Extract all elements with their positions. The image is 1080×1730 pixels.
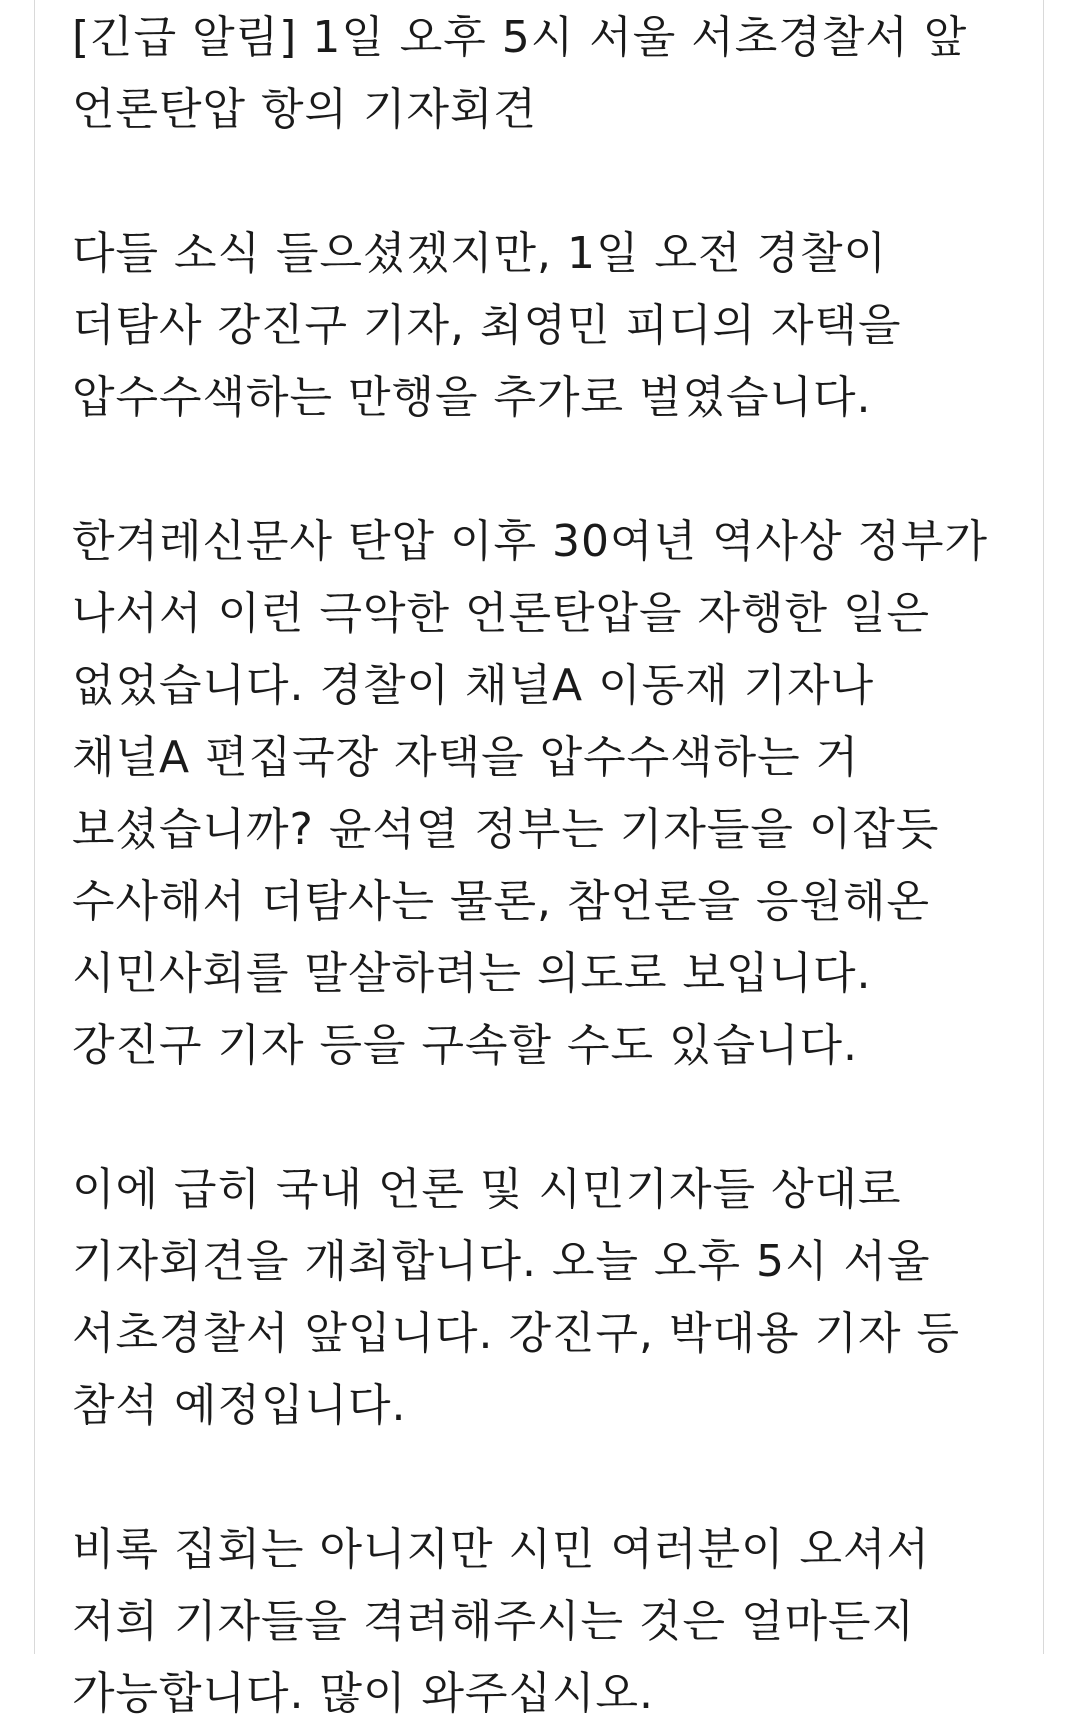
text-line: 압수수색하는 만행을 추가로 벌였습니다. xyxy=(72,372,872,423)
text-line: 한겨레신문사 탄압 이후 30여년 역사상 정부가 xyxy=(72,516,988,567)
paragraph-3 xyxy=(72,1154,1032,1442)
text-line: 없었습니다. 경찰이 채널A 이동재 기자나 xyxy=(72,660,875,711)
paragraph-4 xyxy=(72,1514,1032,1730)
post-body xyxy=(72,2,1032,1730)
text-line: 나서서 이런 극악한 언론탄압을 자행한 일은 xyxy=(72,588,931,639)
text-line: 보셨습니까? 윤석열 정부는 기자들을 이잡듯 xyxy=(72,804,940,855)
text-line: 강진구 기자 등을 구속할 수도 있습니다. xyxy=(72,1020,858,1071)
text-line: 참석 예정입니다. xyxy=(72,1380,407,1431)
text-line: 서초경찰서 앞입니다. 강진구, 박대용 기자 등 xyxy=(72,1308,960,1359)
paragraph-1 xyxy=(72,218,1032,434)
text-line: 수사해서 더탐사는 물론, 참언론을 응원해온 xyxy=(72,876,931,927)
text-line: 가능합니다. 많이 와주십시오. xyxy=(72,1668,654,1719)
text-line: 시민사회를 말살하려는 의도로 보입니다. xyxy=(72,948,872,999)
paragraph-2 xyxy=(72,506,1032,1082)
right-border xyxy=(1043,0,1044,1654)
title-line: 언론탄압 항의 기자회견 xyxy=(72,84,538,135)
paragraph-spacer xyxy=(72,146,1032,218)
paragraph-spacer xyxy=(72,434,1032,506)
text-line: 다들 소식 들으셨겠지만, 1일 오전 경찰이 xyxy=(72,228,887,279)
text-line: 비록 집회는 아니지만 시민 여러분이 오셔서 xyxy=(72,1524,931,1575)
left-border xyxy=(34,0,35,1654)
paragraph-spacer xyxy=(72,1442,1032,1514)
text-line: 기자회견을 개최합니다. 오늘 오후 5시 서울 xyxy=(72,1236,931,1287)
paragraph-spacer xyxy=(72,1082,1032,1154)
text-line: 저희 기자들을 격려해주시는 것은 얼마든지 xyxy=(72,1596,916,1647)
text-line: 채널A 편집국장 자택을 압수수색하는 거 xyxy=(72,732,860,783)
post-title xyxy=(72,2,1032,146)
title-line: [긴급 알림] 1일 오후 5시 서울 서초경찰서 앞 xyxy=(72,12,968,63)
text-line: 이에 급히 국내 언론 및 시민기자들 상대로 xyxy=(72,1164,902,1215)
text-line: 더탐사 강진구 기자, 최영민 피디의 자택을 xyxy=(72,300,902,351)
